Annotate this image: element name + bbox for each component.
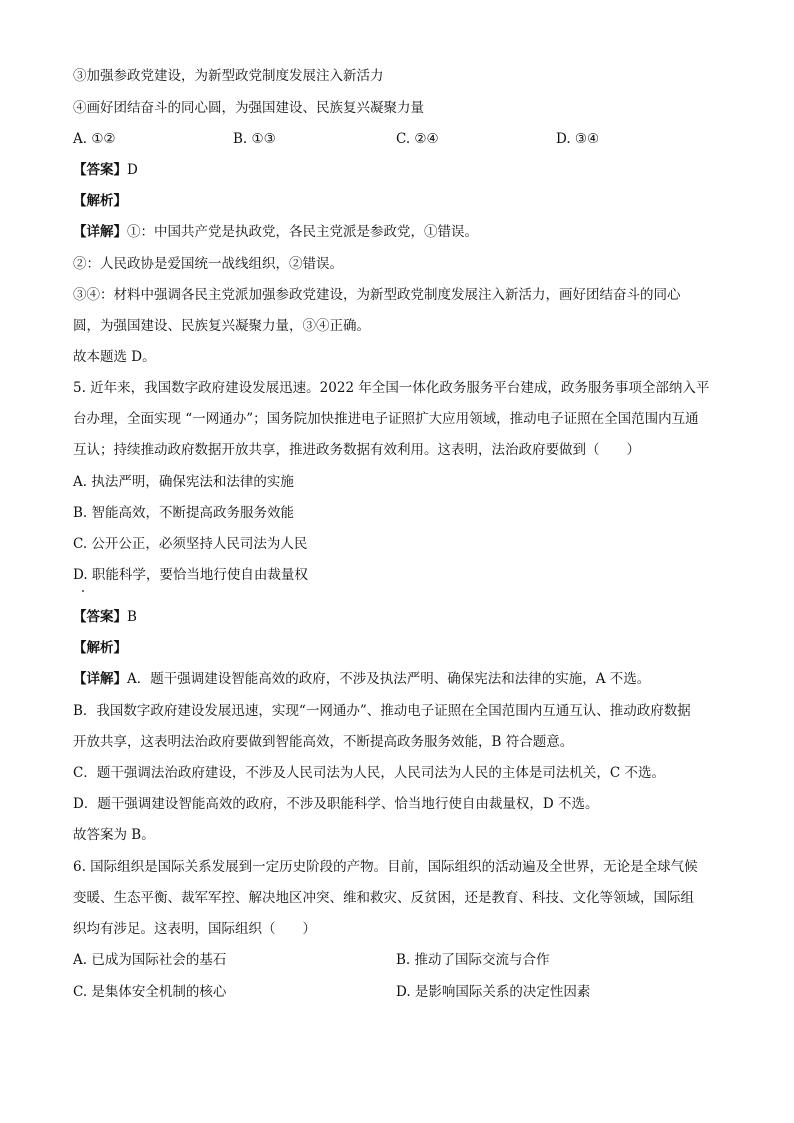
q5-detail-line-1	[73, 669, 650, 689]
detail-text: A．题干强调建设智能高效的政府，不涉及执法严明、确保宪法和法律的实施，A 不选。	[127, 671, 651, 687]
prev-option-d: D. ③④	[556, 131, 600, 147]
q5-conclusion: 故答案为 B。	[73, 827, 155, 843]
q6-stem-line-1: 6. 国际组织是国际关系发展到一定历史阶段的产物。目前，国际组织的活动遍及全世界，无论是全球气候	[73, 859, 698, 875]
q5-detail-line-5: D．题干强调建设智能高效的政府，不涉及职能科学、恰当地行使自由裁量权，D 不选。	[73, 796, 599, 812]
q5-option-a: A. 执法严明，确保宪法和法律的实施	[73, 474, 294, 490]
stray-dot	[82, 590, 84, 592]
q5-detail-line-4: C．题干强调法治政府建设，不涉及人民司法为人民，人民司法为人民的主体是司法机关，C 不选。	[73, 765, 665, 781]
detail-text: ①：中国共产党是执政党，各民主党派是参政党，①错误。	[127, 224, 478, 240]
q6-option-d: D. 是影响国际关系的决定性因素	[396, 984, 591, 1000]
prev-detail-line-2: ②：人民政协是爱国统一战线组织，②错误。	[73, 256, 343, 272]
q5-detail-line-2: B．我国数字政府建设发展迅速，实现“一网通办”、推动电子证照在全国范围内互通互认、推动政府数据	[73, 703, 691, 719]
answer-value: B	[127, 609, 137, 625]
prev-detail-line-4: 圆，为强国建设、民族复兴凝聚力量，③④正确。	[73, 318, 370, 334]
q6-stem-line-3: 织均有涉足。这表明，国际组织（ ）	[73, 921, 316, 937]
answer-label: 【答案】	[73, 162, 127, 178]
q5-stem-line-1: 5. 近年来，我国数字政府建设发展迅速。2022 年全国一体化政务服务平台建成，政务服务事项全部纳入平	[73, 380, 710, 396]
prev-option-c: C. ②④	[396, 131, 439, 147]
q5-analysis-label: 【解析】	[73, 640, 127, 656]
q6-option-b: B. 推动了国际交流与合作	[396, 952, 550, 968]
q5-stem-line-3: 互认；持续推动政府数据开放共享，推进政务数据有效利用。这表明，法治政府要做到（ ）	[73, 442, 640, 458]
prev-item-4: ④画好团结奋斗的同心圆，为强国建设、民族复兴凝聚力量	[73, 100, 424, 116]
prev-conclusion: 故本题选 D。	[73, 349, 156, 365]
answer-value: D	[127, 162, 138, 178]
detail-label: 【详解】	[73, 671, 127, 687]
prev-detail-line-1	[73, 222, 478, 242]
prev-item-3: ③加强参政党建设，为新型政党制度发展注入新活力	[73, 68, 384, 84]
prev-option-a: A. ①②	[73, 131, 116, 147]
q5-detail-line-3: 开放共享，这表明法治政府要做到智能高效，不断提高政务服务效能，B 符合题意。	[73, 734, 574, 750]
q5-stem-line-2: 台办理，全面实现 “一网通办”；国务院加快推进电子证照扩大应用领域，推动电子证照在全国范围内互通	[73, 411, 699, 427]
q5-option-d: D. 职能科学，要恰当地行使自由裁量权	[73, 567, 308, 583]
answer-label: 【答案】	[73, 609, 127, 625]
q5-option-b: B. 智能高效，不断提高政务服务效能	[73, 505, 295, 521]
prev-option-b: B. ①③	[233, 131, 276, 147]
prev-detail-line-3: ③④：材料中强调各民主党派加强参政党建设，为新型政党制度发展注入新活力，画好团结奋斗的同心	[73, 287, 681, 303]
prev-analysis-label: 【解析】	[73, 193, 127, 209]
prev-answer	[73, 160, 138, 180]
q6-option-a: A. 已成为国际社会的基石	[73, 952, 227, 968]
detail-label: 【详解】	[73, 224, 127, 240]
q6-stem-line-2: 变暖、生态平衡、裁军军控、解决地区冲突、维和救灾、反贫困，还是教育、科技、文化等领域，国际组	[73, 890, 694, 906]
q6-option-c: C. 是集体安全机制的核心	[73, 984, 227, 1000]
q5-answer	[73, 607, 137, 627]
q5-option-c: C. 公开公正，必须坚持人民司法为人民	[73, 536, 308, 552]
